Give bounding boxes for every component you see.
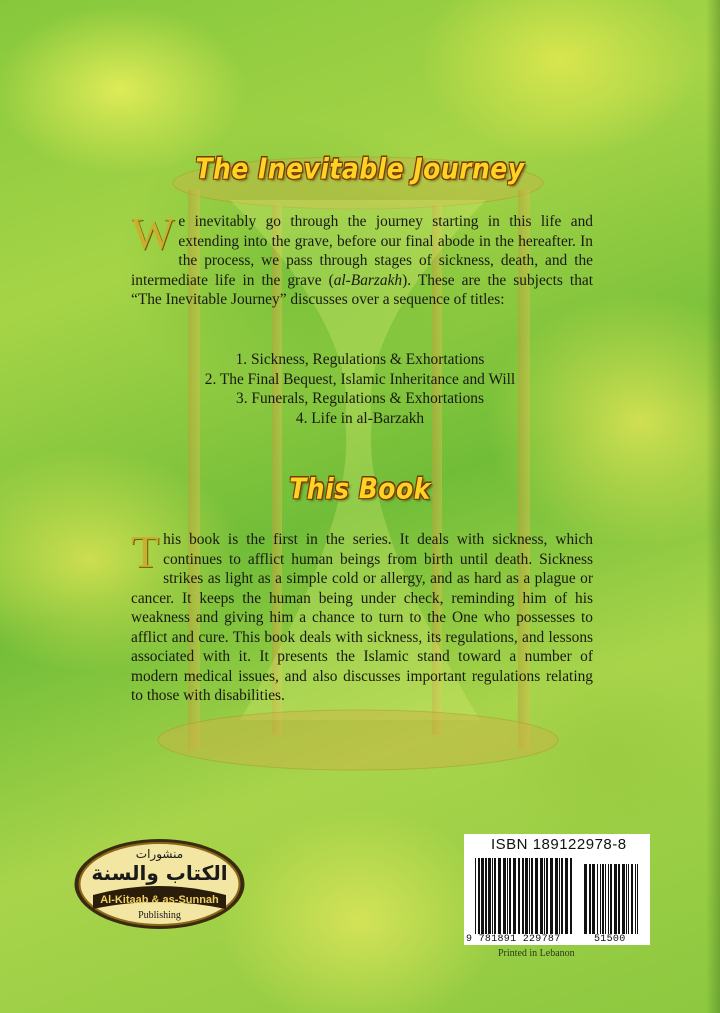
- dropcap-t: T: [131, 526, 160, 577]
- heading-this-book: This Book: [289, 471, 431, 506]
- barcode-bar: [540, 858, 543, 934]
- barcode-bar: [550, 858, 553, 934]
- barcode-addon-digits: 51500: [594, 934, 626, 945]
- publisher-arabic-top: منشورات: [135, 847, 184, 861]
- barcode-bar: [635, 864, 636, 934]
- series-title-1: 1. Sickness, Regulations & Exhortations: [235, 351, 485, 368]
- barcode-bar: [589, 864, 591, 934]
- publisher-name: Al-Kitaab & as-Sunnah: [100, 894, 219, 906]
- heading-inevitable-journey: The Inevitable Journey: [195, 151, 525, 186]
- barcode-bar: [475, 858, 476, 934]
- barcode-bar: [507, 858, 508, 934]
- barcode-bar: [605, 864, 606, 934]
- book-description-paragraph: [131, 526, 593, 706]
- barcode-bar: [478, 858, 480, 934]
- barcode-bar: [513, 858, 516, 934]
- barcode-bar: [622, 864, 625, 934]
- barcode-bar: [614, 864, 617, 934]
- printed-in-imprint: Printed in Lebanon: [498, 948, 575, 959]
- series-title-2: 2. The Final Bequest, Islamic Inheritance and Will: [204, 370, 516, 388]
- barcode-bar: [597, 864, 598, 934]
- barcode-bar: [555, 858, 558, 934]
- barcode-bar: [481, 858, 484, 934]
- barcode-bar: [498, 858, 501, 934]
- series-titles-list: [0, 350, 720, 428]
- intro-paragraph: [131, 208, 593, 310]
- barcode-bar: [602, 864, 604, 934]
- barcode-bar: [610, 864, 612, 934]
- barcode-bar: [570, 858, 572, 934]
- series-title-4: 4. Life in al-Barzakh: [295, 409, 425, 427]
- barcode-bar: [531, 858, 533, 934]
- intro-text: e inevitably go through the journey starting in this life and extending into the grave, before our final abode in the hereafter. In the process, we pass through stages of sickness, death, and the intermediate life in the grave (: [131, 213, 593, 289]
- barcode-bar: [485, 858, 487, 934]
- barcode-bar: [544, 858, 545, 934]
- publisher-subtitle: Publishing: [138, 910, 181, 921]
- publisher-logo: [73, 837, 246, 931]
- barcode-bar: [529, 858, 530, 934]
- barcode-bar: [628, 864, 629, 934]
- barcode-bar: [584, 864, 587, 934]
- barcode-bar: [522, 858, 524, 934]
- barcode-bar: [492, 858, 493, 934]
- barcode-bar: [559, 858, 560, 934]
- barcode-bar: [592, 864, 595, 934]
- isbn-label: ISBN: [491, 836, 529, 853]
- barcode-bar: [503, 858, 506, 934]
- intro-emphasis: al-Barzakh: [333, 271, 403, 289]
- barcode-bar: [618, 864, 620, 934]
- publisher-arabic-name: الكتاب والسنة: [91, 861, 228, 885]
- series-title-3: 3. Funerals, Regulations & Exhortations: [236, 390, 484, 407]
- barcode-bar: [546, 858, 548, 934]
- barcode-bar: [494, 858, 496, 934]
- isbn-line: [491, 836, 627, 853]
- barcode-bar: [637, 864, 638, 934]
- barcode-bar: [561, 858, 563, 934]
- barcode-digits: 9 781891 229787: [466, 934, 561, 945]
- barcode-bar: [600, 864, 601, 934]
- barcode-bar: [525, 858, 528, 934]
- barcode-bar: [535, 858, 538, 934]
- barcode-addon: [584, 864, 640, 934]
- barcode-bar: [631, 864, 633, 934]
- intro-text-end: ). These are the subjects that “The Inevitable Journey” discusses over a sequence of titles:: [131, 271, 593, 308]
- dropcap-w: W: [131, 208, 175, 259]
- barcode-bar: [488, 858, 491, 934]
- barcode-bar: [565, 858, 568, 934]
- barcode-bar: [626, 864, 627, 934]
- barcode-main: [475, 858, 575, 934]
- barcode-bar: [608, 864, 609, 934]
- barcode-bar: [509, 858, 511, 934]
- isbn-number: 189122978-8: [532, 836, 627, 853]
- book-description-text: his book is the first in the series. It deals with sickness, which continues to afflict human beings from birth until death. Sickness strikes as light as a simple cold or allergy, and as hard as a plague or cancer. It keeps the human being under check, reminding him of his weakness and giving him a chance to turn to the One who possesses to afflict and cure. This book deals with sickness, its regulations, and lessons associated with it. It presents the Islamic stand toward a number of modern medical issues, and also discusses important regulations relating to those with disabilities.: [131, 531, 593, 704]
- barcode-bar: [518, 858, 520, 934]
